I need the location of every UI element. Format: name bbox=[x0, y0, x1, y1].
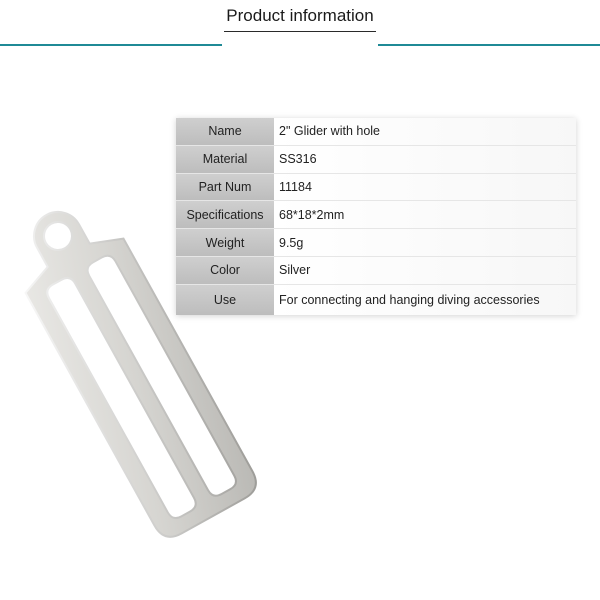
spec-value: 9.5g bbox=[274, 229, 576, 256]
spec-row-weight bbox=[176, 229, 576, 257]
spec-label: Material bbox=[176, 146, 274, 173]
spec-value: Silver bbox=[274, 257, 576, 284]
spec-label: Weight bbox=[176, 229, 274, 256]
section-title: Product information bbox=[226, 6, 374, 25]
spec-table bbox=[176, 118, 576, 315]
spec-value: For connecting and hanging diving accessories bbox=[274, 285, 576, 315]
spec-label: Specifications bbox=[176, 201, 274, 228]
spec-row-color bbox=[176, 257, 576, 285]
spec-label: Part Num bbox=[176, 174, 274, 201]
spec-value: SS316 bbox=[274, 146, 576, 173]
spec-row-name bbox=[176, 118, 576, 146]
spec-label: Use bbox=[176, 285, 274, 315]
spec-label: Name bbox=[176, 118, 274, 145]
spec-row-use bbox=[176, 285, 576, 315]
spec-value: 2" Glider with hole bbox=[274, 118, 576, 145]
spec-value: 11184 bbox=[274, 174, 576, 201]
spec-value: 68*18*2mm bbox=[274, 201, 576, 228]
spec-row-material bbox=[176, 146, 576, 174]
spec-row-part-num bbox=[176, 174, 576, 202]
spec-row-specifications bbox=[176, 201, 576, 229]
spec-label: Color bbox=[176, 257, 274, 284]
